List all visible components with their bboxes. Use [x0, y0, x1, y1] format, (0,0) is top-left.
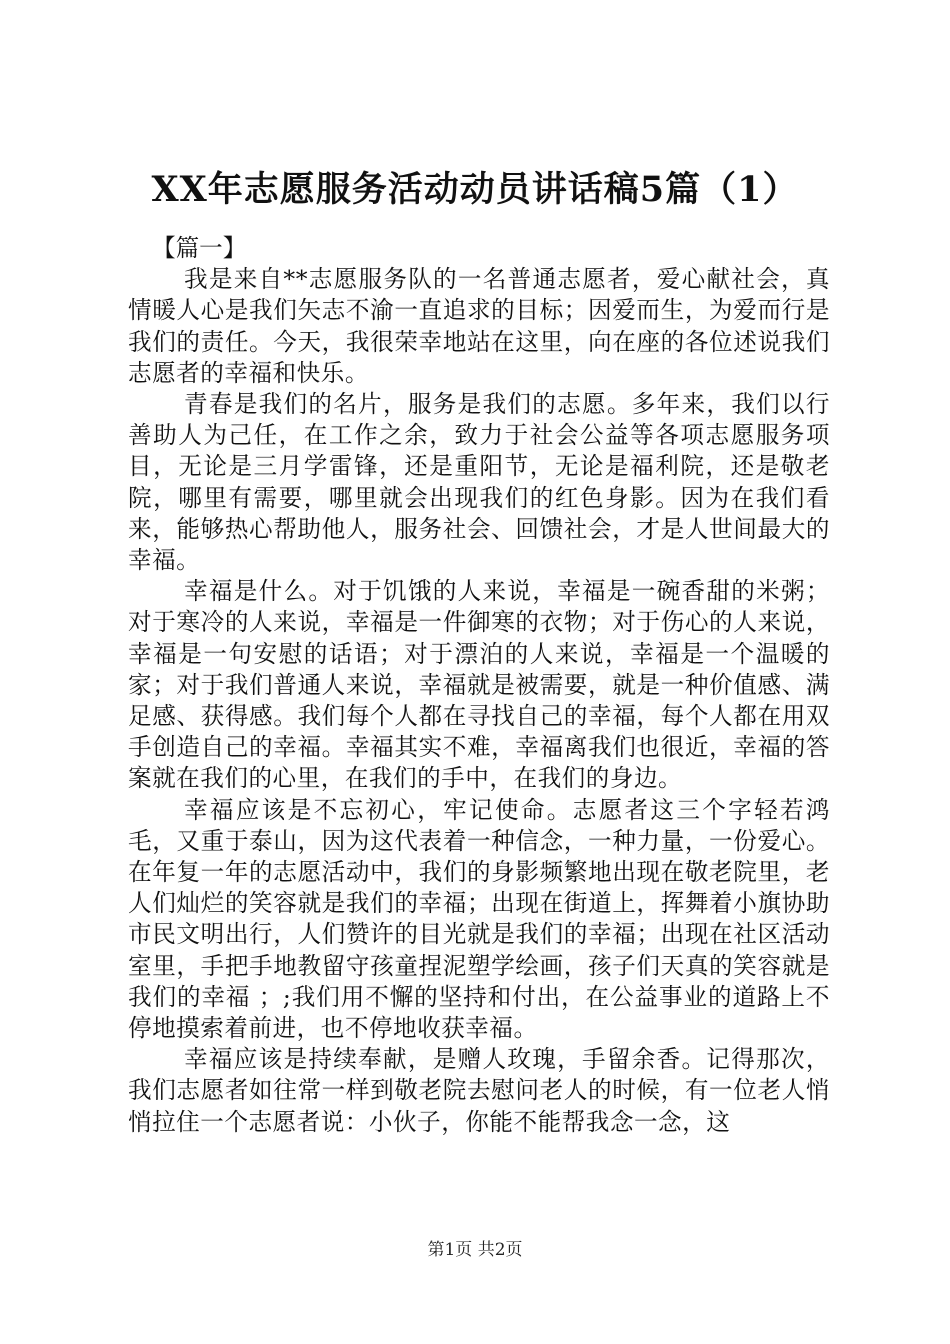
- document-title: XX年志愿服务活动动员讲话稿5篇（1）: [151, 169, 799, 210]
- paragraph-2: 青春是我们的名片，服务是我们的志愿。多年来，我们以行善助人为己任，在工作之余，致力于社会公益等各项志愿服务项目，无论是三月学雷锋，还是重阳节，无论是福利院，还是敬老院，哪里有需要，哪里就会出现我们的红色身影。因为在我们看来，能够热心帮助他人，服务社会、回馈社会，才是人世间最大的幸福。: [128, 390, 830, 575]
- paragraph-5: 幸福应该是持续奉献，是赠人玫瑰，手留余香。记得那次，我们志愿者如往常一样到敬老院去慰问老人的时候，有一位老人悄悄拉住一个志愿者说：小伙子，你能不能帮我念一念，这: [128, 1045, 830, 1136]
- paragraph-4: 幸福应该是不忘初心，牢记使命。志愿者这三个字轻若鸿毛，又重于泰山，因为这代表着一种信念，一种力量，一份爱心。在年复一年的志愿活动中，我们的身影频繁地出现在敬老院里，老人们灿烂的笑容就是我们的幸福；出现在街道上，挥舞着小旗协助市民文明出行，人们赞许的目光就是我们的幸福；出现在社区活动室里，手把手地教留守孩童捏泥塑学绘画，孩子们天真的笑容就是我们的幸福 ；;我们用不懈的坚持和付出，在公益事业的道路上不停地摸索着前进，也不停地收获幸福。: [128, 795, 830, 1043]
- document-body: [128, 233, 830, 1138]
- section-label: 【篇一】: [152, 234, 247, 262]
- paragraph-3: 幸福是什么。对于饥饿的人来说，幸福是一碗香甜的米粥；对于寒冷的人来说，幸福是一件御寒的衣物；对于伤心的人来说，幸福是一句安慰的话语；对于漂泊的人来说，幸福是一个温暖的家；对于我们普通人来说，幸福就是被需要，就是一种价值感、满足感、获得感。我们每个人都在寻找自己的幸福，每个人都在用双手创造自己的幸福。幸福其实不难，幸福离我们也很近，幸福的答案就在我们的心里，在我们的手中，在我们的身边。: [128, 577, 830, 793]
- page-footer: 第1页 共2页: [427, 1240, 523, 1260]
- paragraph-1: 我是来自**志愿服务队的一名普通志愿者，爱心献社会，真情暖人心是我们矢志不渝一直追求的目标；因爱而生，为爱而行是我们的责任。今天，我很荣幸地站在这里，向在座的各位述说我们志愿者的幸福和快乐。: [128, 265, 830, 387]
